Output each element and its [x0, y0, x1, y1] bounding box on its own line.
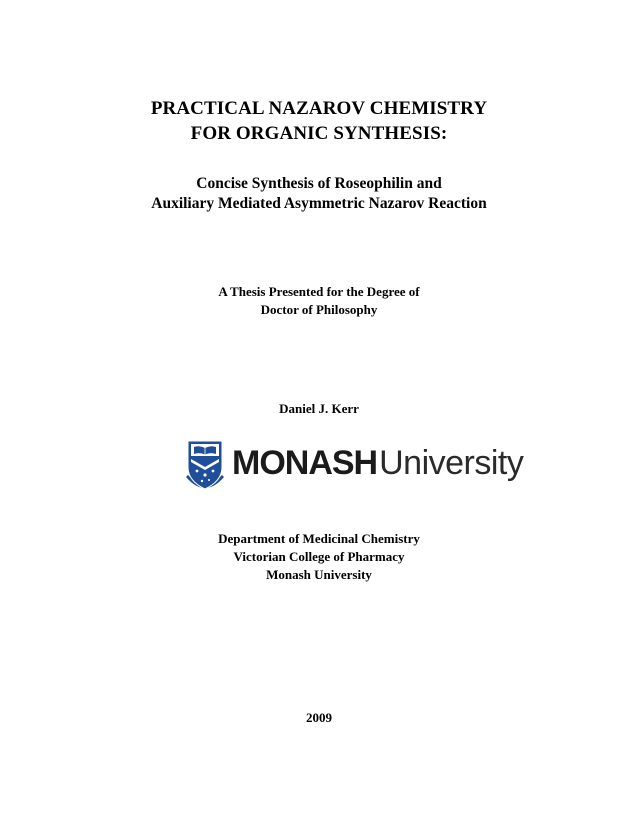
monash-university-logo: [182, 437, 524, 501]
thesis-title: [0, 96, 638, 146]
title-line-2: FOR ORGANIC SYNTHESIS:: [190, 123, 448, 144]
author-name: Daniel J. Kerr: [279, 401, 359, 416]
title-line-1: PRACTICAL NAZAROV CHEMISTRY: [150, 98, 488, 119]
subtitle-line-2: Auxiliary Mediated Asymmetric Nazarov Reaction: [151, 195, 487, 212]
department-line-3: Monash University: [266, 567, 372, 582]
degree-line-2: Doctor of Philosophy: [260, 302, 378, 317]
logo-university-text: University: [379, 444, 524, 482]
degree-line-1: A Thesis Presented for the Degree of: [218, 284, 420, 299]
logo-monash-text: MONASH: [232, 444, 378, 482]
department-line-1: Department of Medicinal Chemistry: [218, 531, 420, 546]
thesis-year: 2009: [306, 710, 332, 725]
department-line-2: Victorian College of Pharmacy: [233, 549, 405, 564]
subtitle-line-1: Concise Synthesis of Roseophilin and: [196, 175, 442, 192]
department-info: [0, 530, 638, 584]
monash-crest-icon: [182, 437, 228, 499]
thesis-subtitle: [0, 174, 638, 214]
logo-wordmark: [232, 443, 523, 483]
degree-statement: [0, 283, 638, 319]
